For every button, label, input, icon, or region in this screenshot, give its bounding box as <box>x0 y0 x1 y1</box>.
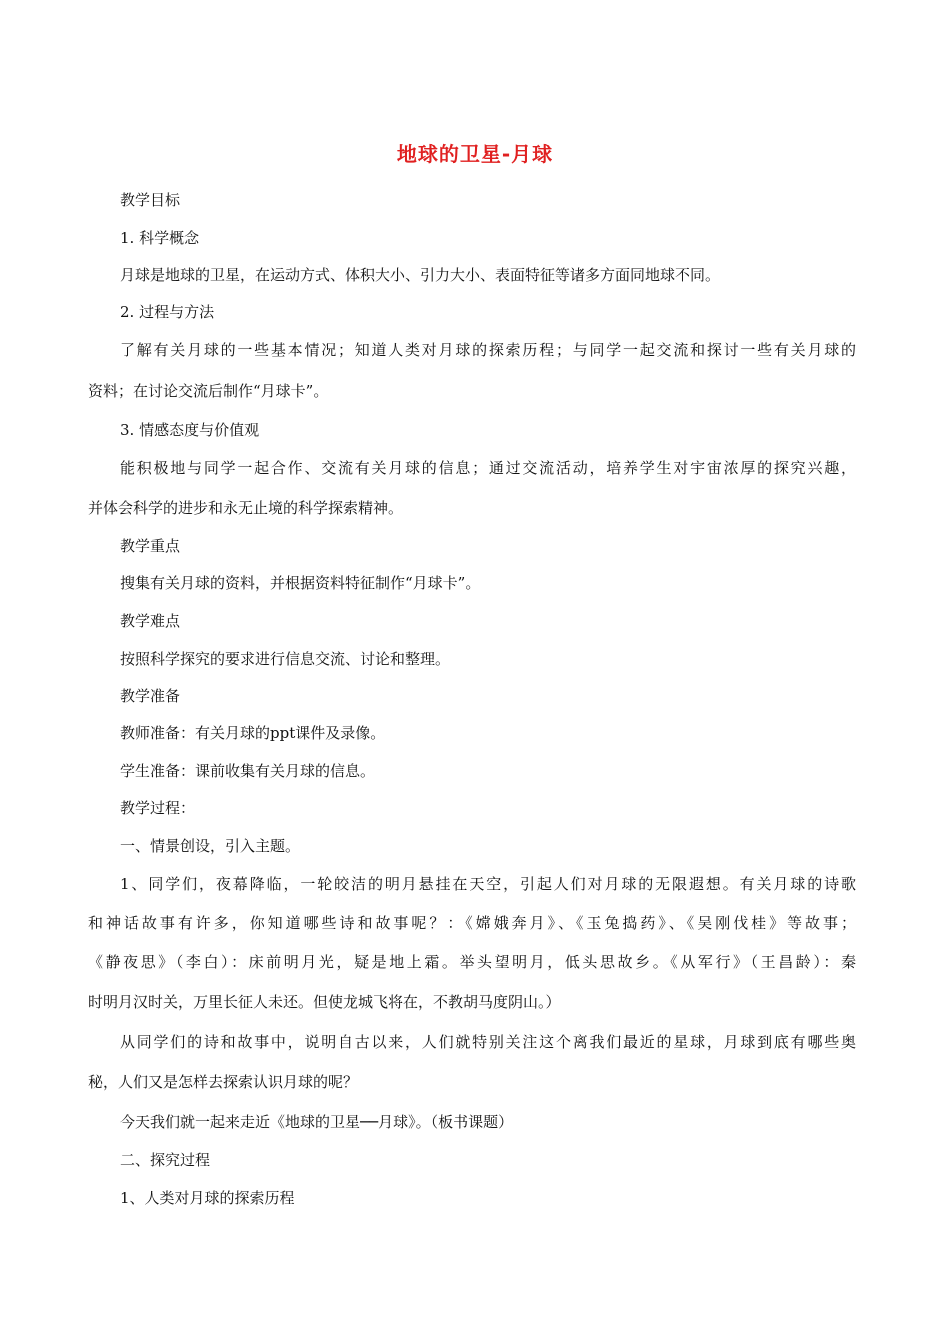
paragraph-line: 搜集有关月球的资料，并根据资料特征制作“月球卡”。 <box>120 574 481 592</box>
paragraph-line: 教师准备：有关月球的ppt课件及录像。 <box>120 724 386 742</box>
paragraph-line: 秘，人们又是怎样去探索认识月球的呢？ <box>88 1073 359 1091</box>
section-heading: 二、探究过程 <box>120 1151 211 1169</box>
heading-key-points: 教学重点 <box>120 537 181 555</box>
paragraph-line: 按照科学探究的要求进行信息交流、讨论和整理。 <box>120 650 451 668</box>
subheading-process-method: 2. 过程与方法 <box>120 303 215 321</box>
paragraph-line: 时明月汉时关，万里长征人未还。但使龙城飞将在，不教胡马度阴山。） <box>88 993 561 1011</box>
paragraph-line: 资料；在讨论交流后制作“月球卡”。 <box>88 382 329 400</box>
paragraph-line: 《静夜思》（李白）：床前明月光，疑是地上霜。举头望明月，低头思故乡。《从军行》（王昌龄）：秦 <box>88 953 856 971</box>
paragraph-line: 从同学们的诗和故事中，说明自古以来，人们就特别关注这个离我们最近的星球，月球到底有哪些奥 <box>120 1033 856 1051</box>
paragraph-line: 今天我们就一起来走近《地球的卫星──月球》。（板书课题） <box>120 1113 514 1131</box>
heading-teaching-process: 教学过程： <box>120 799 196 817</box>
paragraph-line: 和神话故事有许多，你知道哪些诗和故事呢？：《嫦娥奔月》、《玉兔捣药》、《吴刚伐桂》等故事； <box>88 914 856 932</box>
heading-preparation: 教学准备 <box>120 687 181 705</box>
paragraph-line: 1、同学们，夜幕降临，一轮皎洁的明月悬挂在天空，引起人们对月球的无限遐想。有关月球的诗歌 <box>120 875 856 893</box>
heading-teaching-goals: 教学目标 <box>120 191 181 209</box>
paragraph-line: 学生准备：课前收集有关月球的信息。 <box>120 762 376 780</box>
paragraph-line: 月球是地球的卫星，在运动方式、体积大小、引力大小、表面特征等诸多方面同地球不同。 <box>120 266 721 284</box>
paragraph-line: 了解有关月球的一些基本情况；知道人类对月球的探索历程；与同学一起交流和探讨一些有关月球的 <box>120 341 856 359</box>
subheading-science-concept: 1. 科学概念 <box>120 229 200 247</box>
section-heading: 一、情景创设，引入主题。 <box>120 837 301 855</box>
document-title: 地球的卫星-月球 <box>396 142 554 166</box>
subsection-heading: 1、人类对月球的探索历程 <box>120 1189 295 1207</box>
subheading-attitude-values: 3. 情感态度与价值观 <box>120 421 260 439</box>
paragraph-line: 并体会科学的进步和永无止境的科学探索精神。 <box>88 499 404 517</box>
heading-difficulties: 教学难点 <box>120 612 181 630</box>
paragraph-line: 能积极地与同学一起合作、交流有关月球的信息；通过交流活动，培养学生对宇宙浓厚的探究兴趣， <box>120 459 856 477</box>
